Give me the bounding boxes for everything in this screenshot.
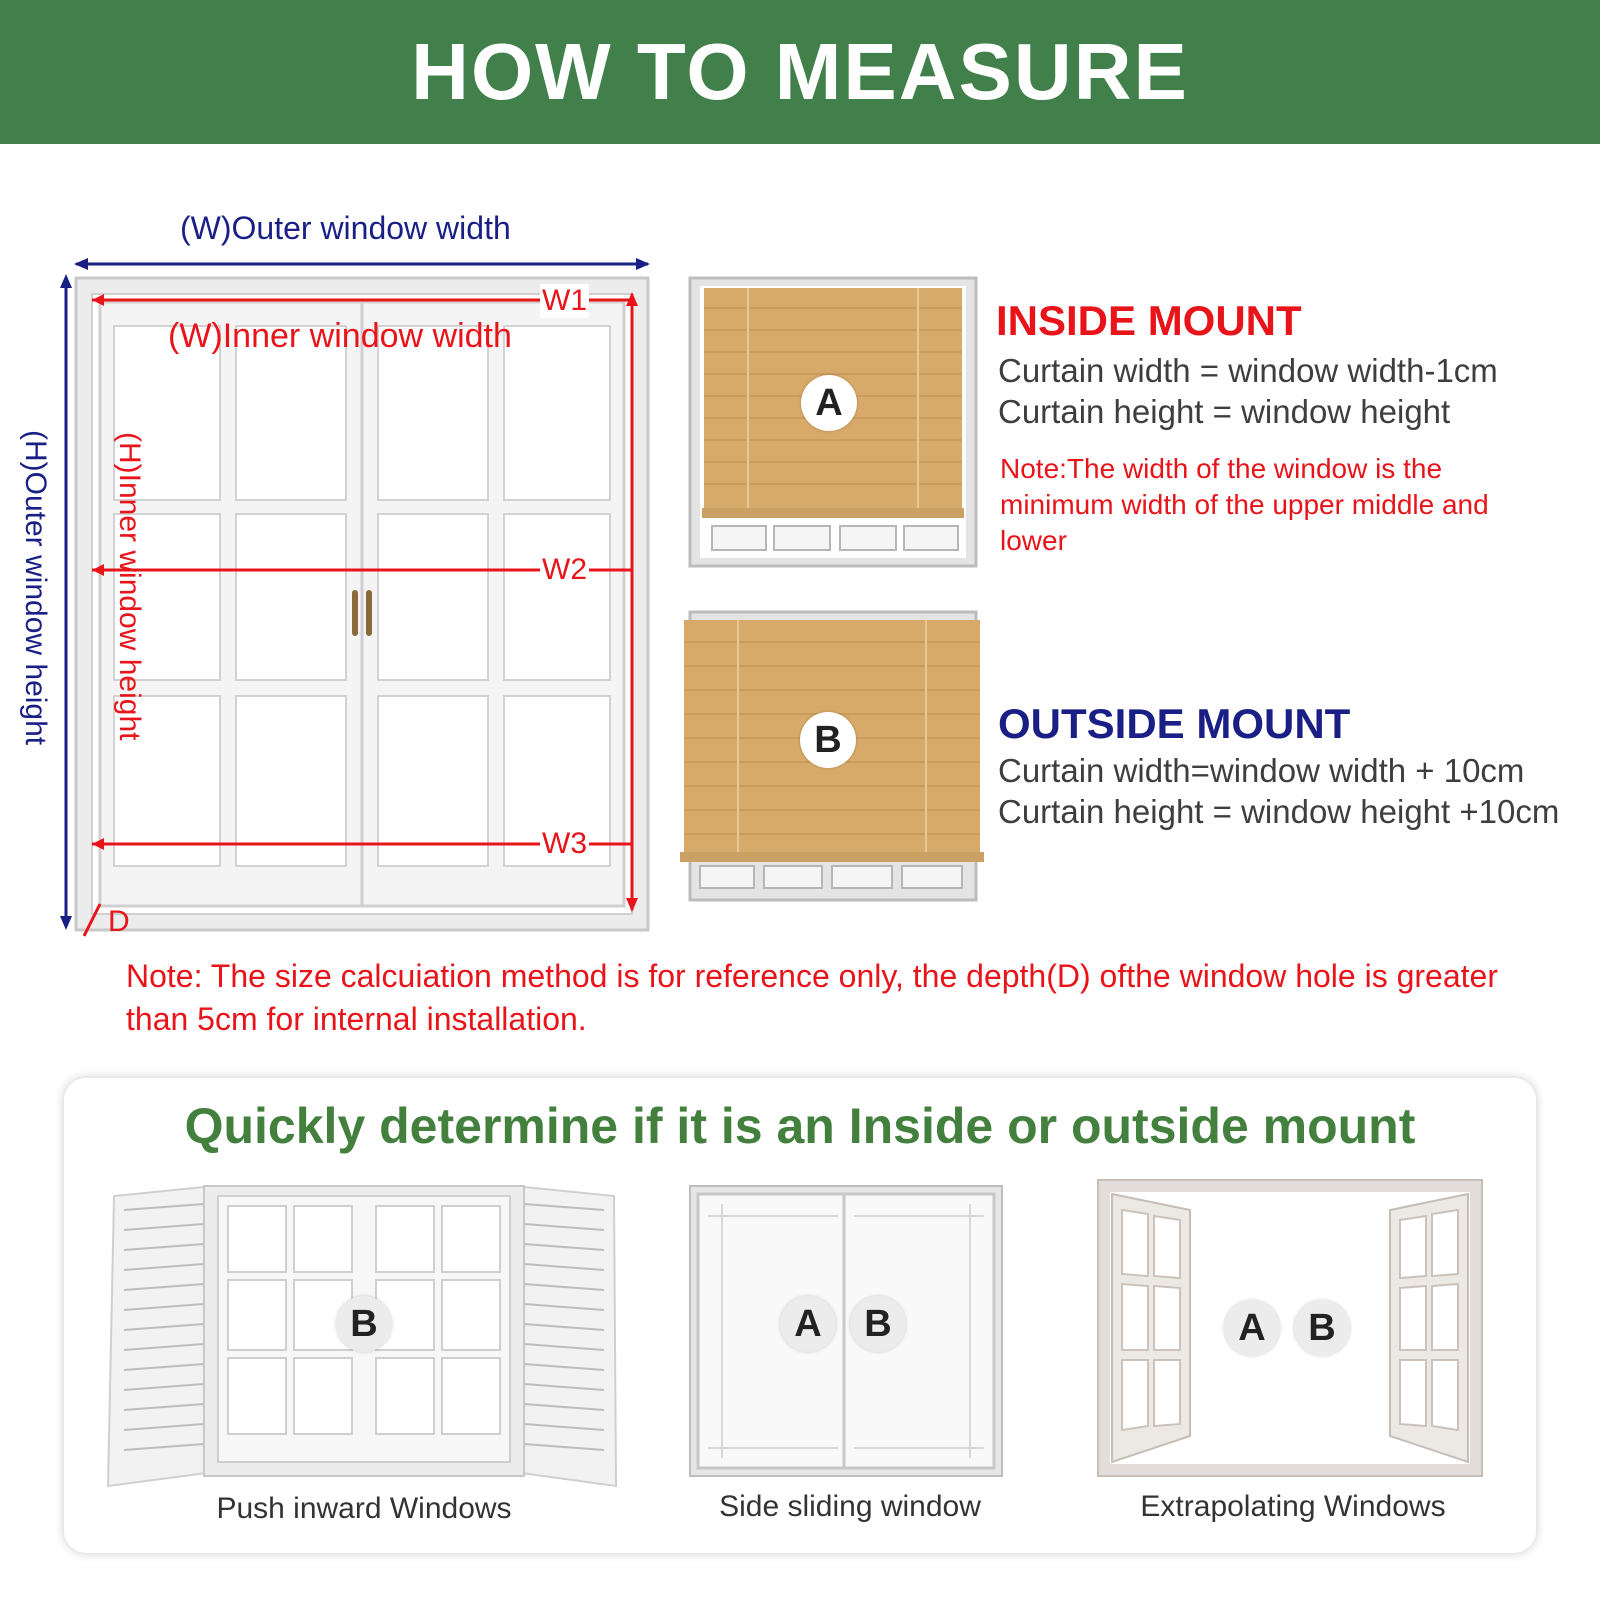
w2-label: W2: [542, 553, 587, 586]
push-inward-badge-b: B: [336, 1296, 392, 1352]
w1-label: W1: [542, 284, 587, 317]
outside-mount-title: OUTSIDE MOUNT: [998, 700, 1351, 747]
measurement-note: Note: The size calcuiation method is for reference only, the depth(D) ofthe window hole is greater than 5cm for internal installation.: [126, 958, 1498, 1037]
inside-mount-width-formula: Curtain width = window width-1cm: [998, 352, 1498, 389]
inner-width-label: (W)Inner window width: [168, 317, 512, 355]
extrapolating-badge-b: B: [1294, 1300, 1350, 1356]
side-sliding-caption: Side sliding window: [719, 1490, 981, 1523]
outside-mount-height-formula: Curtain height = window height +10cm: [998, 793, 1560, 830]
quick-determine-title: Quickly determine if it is an Inside or outside mount: [184, 1098, 1416, 1154]
side-sliding-badge-a: A: [780, 1296, 836, 1352]
w3-label: W3: [542, 827, 587, 860]
extrapolating-badge-a: A: [1224, 1300, 1280, 1356]
inside-mount-badge: A: [801, 375, 857, 431]
outside-mount-width-formula: Curtain width=window width + 10cm: [998, 752, 1525, 789]
outer-height-label: (H)Outer window height: [19, 430, 52, 746]
push-inward-caption: Push inward Windows: [216, 1492, 512, 1525]
inside-mount-title: INSIDE MOUNT: [996, 297, 1302, 344]
side-sliding-badge-b: B: [850, 1296, 906, 1352]
inside-mount-note: Note:The width of the window is the minimum width of the upper middle and lower: [1000, 453, 1489, 556]
inside-mount-height-formula: Curtain height = window height: [998, 393, 1451, 430]
extrapolating-window-image: [1098, 1180, 1488, 1480]
inner-height-label: (H)Inner window height: [113, 432, 146, 741]
side-sliding-window-image: [690, 1186, 1010, 1486]
outer-width-label: (W)Outer window width: [180, 210, 511, 246]
outside-mount-badge: B: [800, 712, 856, 768]
depth-label: D: [108, 905, 130, 938]
page-title: HOW TO MEASURE: [411, 27, 1189, 116]
extrapolating-caption: Extrapolating Windows: [1140, 1490, 1446, 1523]
